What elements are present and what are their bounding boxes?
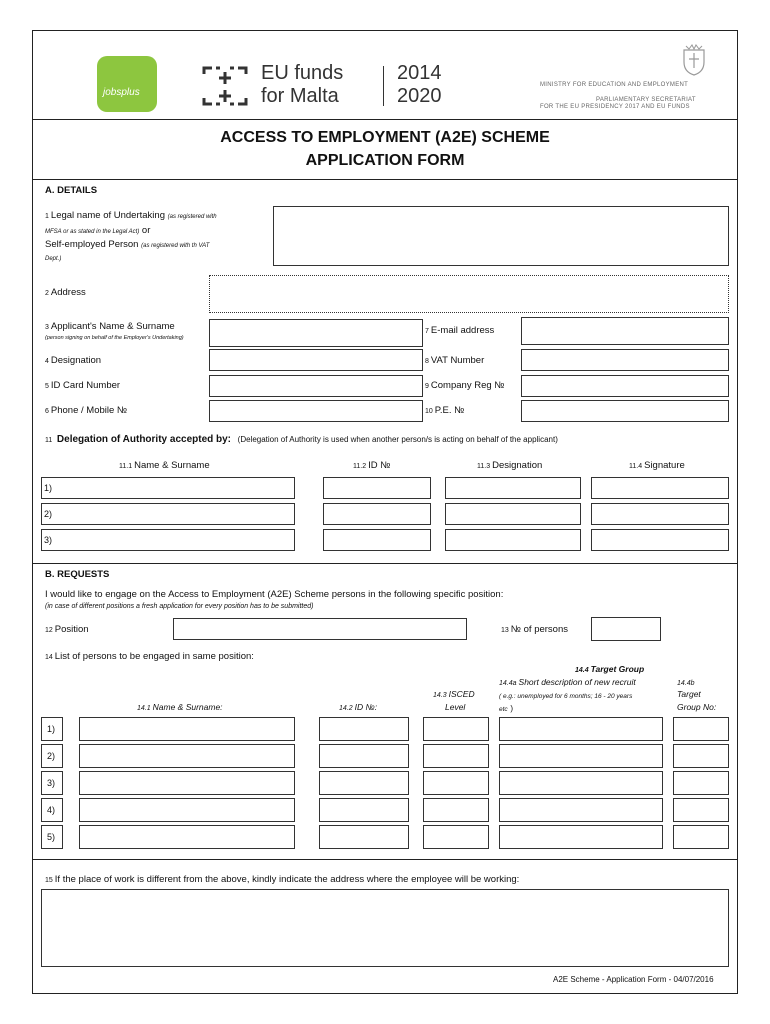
person-row-3-group[interactable] [673,771,729,795]
person-row-1-num: 1) [41,717,63,741]
position-input[interactable] [173,618,467,640]
field1-note: MFSA or as stated in the Legal Act) or [45,225,151,236]
person-row-3-description[interactable] [499,771,663,795]
person-row-1-isced[interactable] [423,717,489,741]
field12-label: 12 Position [45,624,89,635]
delegation-row-2-signature[interactable] [591,503,729,525]
delegation-row-1-signature[interactable] [591,477,729,499]
col-14-4a-note: ( e.g.: unemployed for 6 months; 16 - 20 years [499,693,633,700]
email-input[interactable] [521,317,729,345]
phone-input[interactable] [209,400,423,422]
id-card-input[interactable] [209,375,423,397]
person-row-4-num: 4) [41,798,63,822]
delegation-col-designation: 11.3 Designation [477,460,543,471]
eu-funds-line1: EU funds [261,62,344,84]
field3-note: (person signing on behalf of the Employer's Undertaking) [45,335,184,341]
header-divider [33,119,737,120]
field3-label: 3 Applicant's Name & Surname [45,321,175,332]
section-b-heading: B. REQUESTS [45,569,110,580]
form-frame [32,30,738,994]
person-row-2-id[interactable] [319,744,409,768]
work-address-input[interactable] [41,889,729,967]
delegation-col-id: 11.2 ID № [353,460,391,471]
person-row-5-name[interactable] [79,825,295,849]
pe-number-input[interactable] [521,400,729,422]
field1-note-alt: Dept.) [45,256,62,262]
vat-number-input[interactable] [521,349,729,371]
col-14-3-heading: 14.3 ISCED [433,689,475,699]
delegation-col-name: 11.1 Name & Surname [119,460,210,471]
person-row-4-isced[interactable] [423,798,489,822]
delegation-row-3-id[interactable] [323,529,431,551]
form-title-line2: APPLICATION FORM [305,152,465,169]
person-row-1-name[interactable] [79,717,295,741]
field9-label: 9 Company Reg № [425,380,505,391]
delegation-row-2-id[interactable] [323,503,431,525]
form-title-line1: ACCESS TO EMPLOYMENT (A2E) SCHEME [220,129,550,146]
person-row-5-num: 5) [41,825,63,849]
field5-label: 5 ID Card Number [45,380,121,391]
col-14-4b-label1: Target [677,689,701,699]
delegation-row-1-name[interactable]: 1) [41,477,295,499]
col-14-4a-note2: etc ) [499,704,513,713]
col-14-4-heading: 14.4 Target Group [575,664,645,674]
person-row-1-description[interactable] [499,717,663,741]
year-start: 2014 [397,62,442,84]
field6-label: 6 Phone / Mobile № [45,405,128,416]
field13-label: 13 № of persons [501,624,568,635]
secretariat-line2: FOR THE EU PRESIDENCY 2017 AND EU FUNDS [540,104,690,110]
secretariat-line1: PARLIAMENTARY SECRETARIAT [596,97,696,103]
field10-label: 10 P.E. № [425,405,465,416]
person-row-2-group[interactable] [673,744,729,768]
person-row-5-group[interactable] [673,825,729,849]
col-14-2-heading: 14.2 ID №: [339,702,378,712]
person-row-5-description[interactable] [499,825,663,849]
eu-funds-line2: for Malta [261,85,339,107]
company-reg-input[interactable] [521,375,729,397]
person-row-2-isced[interactable] [423,744,489,768]
jobsplus-logo: jobsplus [97,56,157,112]
year-end: 2020 [397,85,442,107]
delegation-row-2-designation[interactable] [445,503,581,525]
delegation-row-3-designation[interactable] [445,529,581,551]
legal-name-input[interactable] [273,206,729,266]
delegation-row-1-designation[interactable] [445,477,581,499]
col-14-1-heading: 14.1 Name & Surname: [137,702,223,712]
person-row-4-name[interactable] [79,798,295,822]
person-row-5-isced[interactable] [423,825,489,849]
designation-input[interactable] [209,349,423,371]
person-row-3-num: 3) [41,771,63,795]
field14-label: 14 List of persons to be engaged in same position: [45,651,254,662]
section-b-divider [33,859,737,860]
persons-count-input[interactable] [591,617,661,641]
col-14-4b-heading: 14.4b [677,680,695,687]
person-row-5-id[interactable] [319,825,409,849]
applicant-name-input[interactable] [209,319,423,347]
field15-label: 15 If the place of work is different from the above, kindly indicate the address where the employee will be working: [45,874,520,885]
field2-label: 2 Address [45,287,86,298]
person-row-3-isced[interactable] [423,771,489,795]
person-row-2-name[interactable] [79,744,295,768]
person-row-2-description[interactable] [499,744,663,768]
section-b-intro: I would like to engage on the Access to Employment (A2E) Scheme persons in the following specific position: [45,589,504,600]
delegation-row-3-name[interactable]: 3) [41,529,295,551]
field8-label: 8 VAT Number [425,355,485,366]
delegation-row-2-name[interactable]: 2) [41,503,295,525]
col-14-3-label2: Level [445,702,466,712]
field11-label: 11 Delegation of Authority accepted by: (Delegation of Authority is used when another person/s is acting on behalf of the applicant) [45,434,558,445]
field1-label-alt: Self-employed Person (as registered with th VAT [45,239,210,250]
footer-text: A2E Scheme - Application Form - 04/07/2016 [553,975,714,984]
person-row-3-id[interactable] [319,771,409,795]
title-divider [33,179,737,180]
person-row-4-id[interactable] [319,798,409,822]
delegation-col-signature: 11.4 Signature [629,460,685,471]
person-row-4-description[interactable] [499,798,663,822]
field1-label: 1 Legal name of Undertaking (as registered with [45,210,217,221]
person-row-3-name[interactable] [79,771,295,795]
col-14-4a-heading: 14.4a Short description of new recruit [499,677,636,687]
ministry-name: MINISTRY FOR EDUCATION AND EMPLOYMENT [540,82,689,88]
delegation-row-1-id[interactable] [323,477,431,499]
person-row-1-id[interactable] [319,717,409,741]
person-row-2-num: 2) [41,744,63,768]
section-a-heading: A. DETAILS [45,185,98,196]
field4-label: 4 Designation [45,355,102,366]
person-row-4-group[interactable] [673,798,729,822]
field7-label: 7 E-mail address [425,325,495,336]
col-14-4b-label2: Group No: [677,702,717,712]
section-divider [33,563,737,564]
section-b-intro-note: (in case of different positions a fresh application for every position has to be submitted) [45,603,314,610]
person-row-1-group[interactable] [673,717,729,741]
address-input[interactable] [209,275,729,313]
delegation-row-3-signature[interactable] [591,529,729,551]
